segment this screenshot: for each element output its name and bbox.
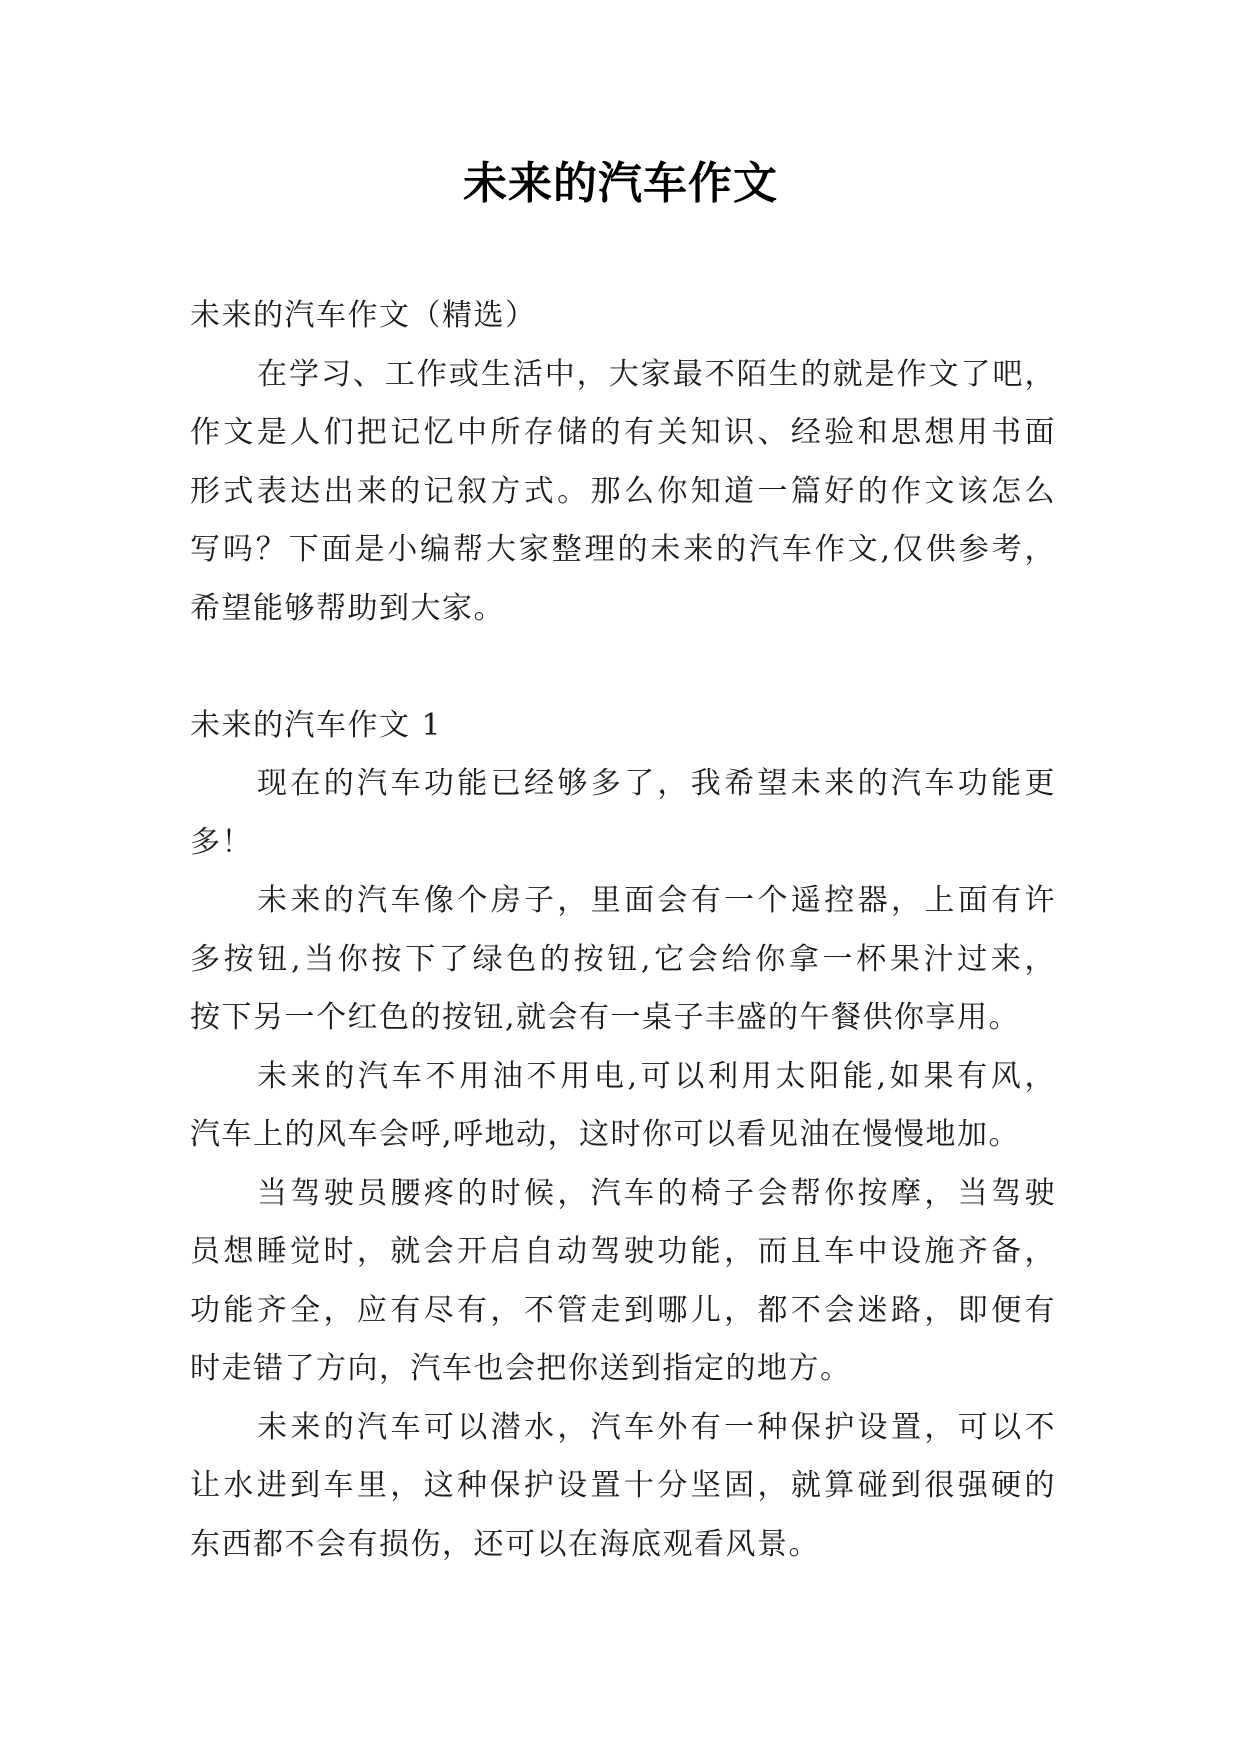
paragraph-line: 时走错了方向，汽车也会把你送到指定的地方。	[190, 1351, 852, 1386]
paragraph-line: 按下另一个红色的按钮,就会有一桌子丰盛的午餐供你享用。	[190, 1000, 1021, 1035]
paragraph-line: 多！	[190, 824, 253, 860]
paragraph-line: 员想睡觉时，就会开启自动驾驶功能，而且车中设施齐备，	[190, 1234, 1056, 1269]
paragraph-line: 功能齐全，应有尽有，不管走到哪儿，都不会迷路，即便有	[190, 1292, 1056, 1328]
paragraph-line: 在学习、工作或生活中，大家最不陌生的就是作文了吧，	[257, 356, 1056, 392]
paragraph-line: 作文是人们把记忆中所存储的有关知识、经验和思想用书面	[190, 415, 1056, 450]
paragraph	[190, 1399, 1056, 1575]
paragraph-line: 未来的汽车不用油不用电,可以利用太阳能,如果有风，	[257, 1058, 1056, 1094]
paragraph	[190, 1165, 1056, 1399]
document-body	[190, 287, 1056, 1574]
blank-line	[190, 638, 1056, 697]
paragraph-line: 未来的汽车可以潜水，汽车外有一种保护设置，可以不	[257, 1409, 1056, 1445]
paragraph-line: 现在的汽车功能已经够多了，我希望未来的汽车功能更	[257, 766, 1056, 801]
intro-paragraph	[190, 346, 1056, 639]
paragraph	[190, 755, 1056, 872]
paragraph-line: 多按钮,当你按下了绿色的按钮,它会给你拿一杯果汁过来，	[190, 941, 1056, 977]
paragraph-line: 未来的汽车像个房子，里面会有一个遥控器，上面有许	[257, 883, 1056, 918]
paragraph-line: 希望能够帮助到大家。	[190, 590, 505, 626]
document-title: 未来的汽车作文	[463, 158, 778, 209]
subtitle: 未来的汽车作文（精选）	[190, 298, 537, 333]
paragraph-line: 汽车上的风车会呼,呼地动，这时你可以看见油在慢慢地加。	[190, 1117, 1021, 1152]
paragraph	[190, 1048, 1056, 1165]
section-heading: 未来的汽车作文 1	[190, 707, 443, 743]
paragraph	[190, 872, 1056, 1048]
paragraph-line: 东西都不会有损伤，还可以在海底观看风景。	[190, 1526, 820, 1562]
paragraph-line: 形式表达出来的记叙方式。那么你知道一篇好的作文该怎么	[190, 473, 1056, 509]
section-paragraphs	[190, 755, 1056, 1574]
paragraph-line: 写吗？下面是小编帮大家整理的未来的汽车作文,仅供参考，	[190, 532, 1056, 567]
paragraph-line: 当驾驶员腰疼的时候，汽车的椅子会帮你按摩，当驾驶	[257, 1175, 1056, 1211]
paragraph-line: 让水进到车里，这种保护设置十分坚固，就算碰到很强硬的	[190, 1468, 1056, 1503]
